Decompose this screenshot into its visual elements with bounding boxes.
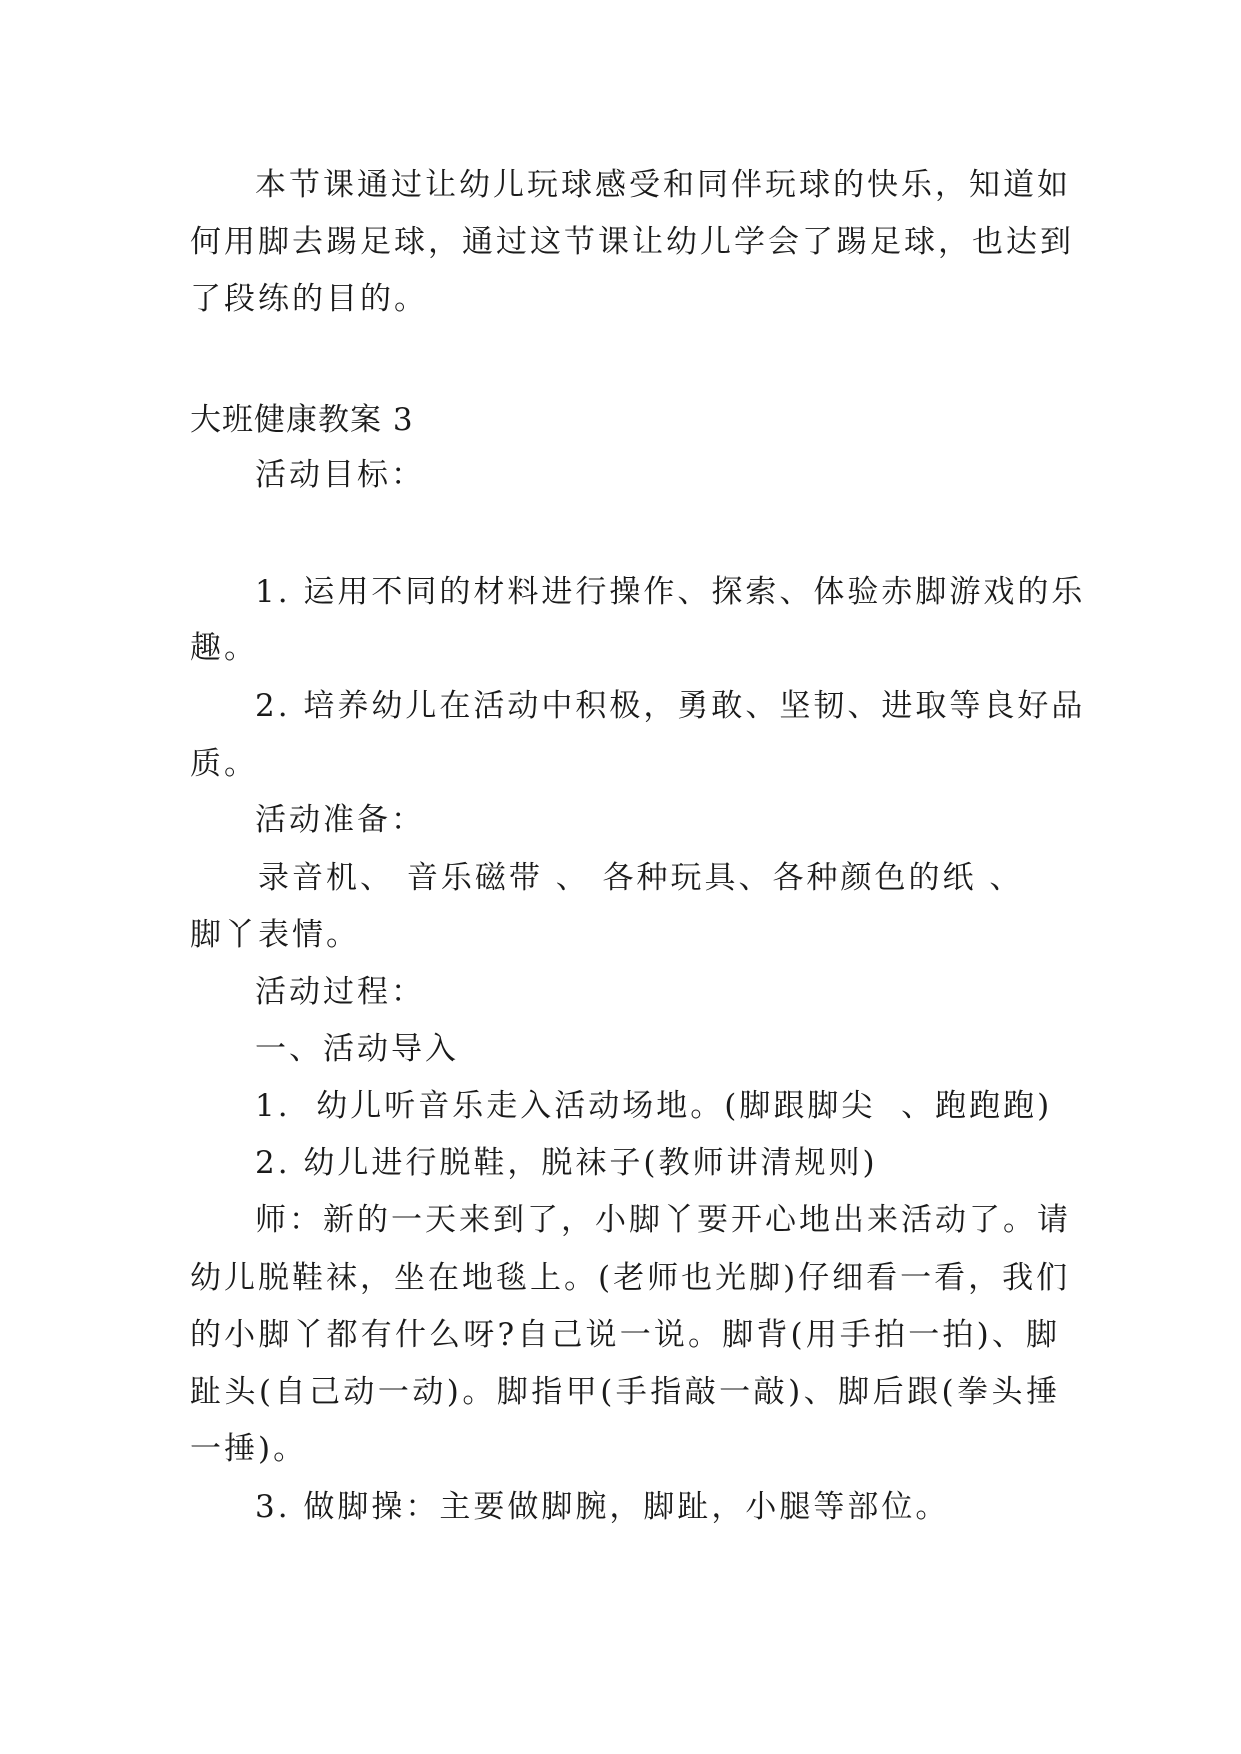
teacher-line: 一捶)。 bbox=[190, 1431, 308, 1467]
section-title: 一、活动导入 bbox=[255, 1031, 459, 1067]
section-heading: 大班健康教案 3 bbox=[190, 402, 414, 438]
step-item: 2. 幼儿进行脱鞋，脱袜子(教师讲清规则) bbox=[255, 1145, 878, 1181]
teacher-line: 幼儿脱鞋袜，坐在地毯上。(老师也光脚)仔细看一看，我们 bbox=[190, 1260, 1071, 1296]
teacher-line: 趾头(自己动一动)。脚指甲(手指敲一敲)、脚后跟(拳头捶 bbox=[190, 1374, 1060, 1410]
goal-item-line: 趣。 bbox=[190, 630, 258, 666]
goal-item-line: 2. 培养幼儿在活动中积极，勇敢、坚韧、进取等良好品 bbox=[255, 688, 1086, 724]
paragraph-line: 本节课通过让幼儿玩球感受和同伴玩球的快乐，知道如 bbox=[255, 167, 1071, 203]
prep-line: 录音机、 音乐磁带 、 各种玩具、各种颜色的纸 、 bbox=[258, 860, 1024, 896]
prep-label: 活动准备： bbox=[255, 802, 425, 838]
paragraph-line: 了段练的目的。 bbox=[190, 281, 428, 317]
teacher-line: 师：新的一天来到了，小脚丫要开心地出来活动了。请 bbox=[255, 1202, 1071, 1238]
teacher-line: 的小脚丫都有什么呀?自己说一说。脚背(用手拍一拍)、脚 bbox=[190, 1317, 1060, 1353]
paragraph-line: 何用脚去踢足球，通过这节课让幼儿学会了踢足球，也达到 bbox=[190, 224, 1074, 260]
step-item: 1. 幼儿听音乐走入活动场地。(脚跟脚尖 、跑跑跑) bbox=[255, 1088, 1053, 1124]
process-label: 活动过程： bbox=[255, 974, 425, 1010]
goal-item-line: 1. 运用不同的材料进行操作、探索、体验赤脚游戏的乐 bbox=[255, 574, 1086, 610]
step-item: 3. 做脚操：主要做脚腕，脚趾，小腿等部位。 bbox=[255, 1489, 950, 1525]
goal-item-line: 质。 bbox=[190, 746, 258, 782]
goals-label: 活动目标： bbox=[255, 457, 425, 493]
prep-line: 脚丫表情。 bbox=[190, 917, 360, 953]
